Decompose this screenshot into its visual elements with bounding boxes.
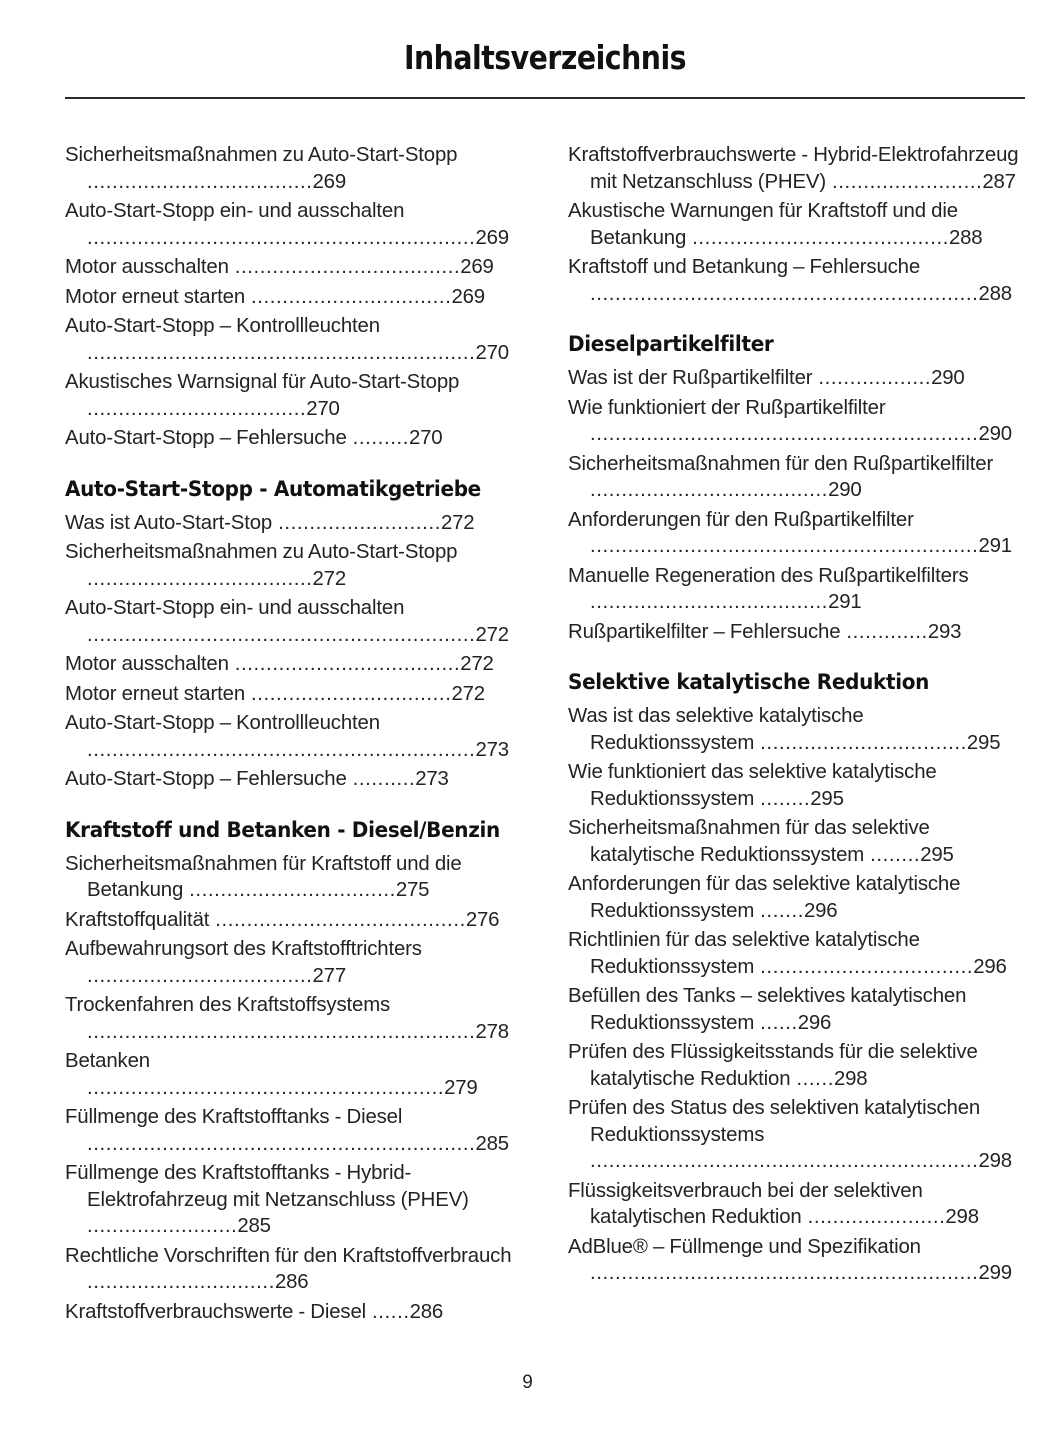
- toc-entry[interactable]: [65, 1160, 522, 1240]
- toc-entry-page-number: 276: [465, 908, 500, 931]
- toc-entry-leader: .........................................: [686, 226, 949, 249]
- toc-entry-leader: ...................................: [87, 397, 307, 420]
- toc-entry-leader: ........: [864, 843, 921, 866]
- page-title: Inhaltsverzeichnis: [403, 38, 687, 77]
- toc-entry[interactable]: [65, 1243, 522, 1296]
- toc-entry-page-number: 286: [409, 1300, 444, 1323]
- toc-entry[interactable]: [568, 142, 1025, 195]
- toc-entry-title: Trockenfahren des Kraftstoffsystems: [65, 994, 391, 1017]
- toc-entry[interactable]: [65, 284, 522, 311]
- toc-entry-title: Rußpartikelfilter – Fehlersuche: [568, 620, 841, 643]
- toc-entry-title: Motor ausschalten: [65, 653, 229, 676]
- toc-entry[interactable]: [65, 1299, 522, 1326]
- toc-entry-page-number: 296: [797, 1011, 832, 1034]
- toc-entry-page-number: 295: [810, 787, 844, 810]
- toc-entry-leader: ..............................................................: [87, 738, 476, 761]
- toc-entry-leader: ....................................: [87, 170, 313, 193]
- toc-entry[interactable]: [65, 710, 522, 763]
- toc-section-heading: Selektive katalytische Reduktion: [568, 670, 930, 696]
- toc-entry-leader: .........................................................: [87, 1076, 445, 1099]
- toc-entry-leader: ................................: [245, 682, 452, 705]
- toc-entry-page-number: 285: [237, 1215, 271, 1238]
- toc-entry-page-number: 298: [945, 1206, 979, 1229]
- toc-entry-page-number: 286: [274, 1271, 309, 1294]
- toc-entry-leader: ..............................: [87, 1271, 275, 1294]
- toc-entry-title: Kraftstoffverbrauchswerte - Diesel: [65, 1300, 367, 1323]
- toc-entry-leader: ..............................................................: [87, 1020, 476, 1043]
- toc-entry-title: Was ist Auto-Start-Stop: [65, 511, 273, 534]
- toc-entry-title: Flüssigkeitsverbrauch bei der selektiven katalytischen Reduktion: [568, 1179, 923, 1229]
- toc-entry-title: Motor ausschalten: [65, 256, 229, 279]
- toc-entry-page-number: 298: [833, 1067, 868, 1090]
- toc-entry[interactable]: [65, 936, 522, 989]
- toc-entry[interactable]: [568, 1095, 1025, 1175]
- toc-entry[interactable]: [65, 510, 522, 537]
- toc-entry-leader: ........................: [87, 1215, 238, 1238]
- toc-entry[interactable]: [568, 563, 1025, 616]
- toc-entry-title: Füllmenge des Kraftstofftanks - Diesel: [65, 1106, 403, 1129]
- toc-entry-title: Anforderungen für den Rußpartikelfilter: [568, 508, 914, 531]
- toc-entry-page-number: 298: [978, 1150, 1012, 1173]
- toc-entry-page-number: 272: [475, 623, 509, 646]
- toc-entry-page-number: 290: [828, 479, 862, 502]
- toc-entry-page-number: 269: [460, 256, 494, 279]
- toc-entry-page-number: 291: [828, 591, 862, 614]
- toc-entry[interactable]: [65, 1104, 522, 1157]
- toc-entry-page-number: 290: [931, 367, 965, 390]
- toc-entry-title: Betanken: [65, 1050, 150, 1073]
- toc-entry-page-number: 296: [804, 899, 838, 922]
- toc-entry-leader: ..............................................................: [590, 1150, 979, 1173]
- toc-entry[interactable]: [568, 198, 1025, 251]
- toc-entry-page-number: 270: [306, 397, 340, 420]
- toc-entry-page-number: 296: [973, 955, 1007, 978]
- toc-entry[interactable]: [65, 313, 522, 366]
- toc-entry-title: Prüfen des Status des selektiven katalytischen Reduktionssystems: [568, 1097, 981, 1146]
- toc-entry-title: Motor erneut starten: [65, 682, 246, 705]
- toc-entry[interactable]: [65, 595, 522, 648]
- toc-entry[interactable]: [568, 871, 1025, 924]
- toc-entry-leader: ......................................: [590, 479, 829, 502]
- toc-entry-title: Sicherheitsmaßnahmen zu Auto-Start-Stopp: [65, 144, 458, 166]
- toc-entry-leader: ........................: [826, 170, 983, 193]
- toc-entry[interactable]: [65, 1048, 522, 1101]
- toc-entry-title: Aufbewahrungsort des Kraftstofftrichters: [65, 938, 422, 961]
- toc-entry-page-number: 287: [982, 170, 1016, 193]
- toc-entry-page-number: 299: [978, 1262, 1012, 1285]
- toc-entry[interactable]: [65, 907, 522, 934]
- toc-entry[interactable]: [568, 759, 1025, 812]
- toc-entry-leader: ..................: [812, 367, 932, 390]
- toc-entry[interactable]: [568, 1234, 1025, 1287]
- toc-entry[interactable]: [568, 365, 1025, 392]
- toc-entry-page-number: 291: [978, 535, 1012, 558]
- toc-entry[interactable]: [568, 507, 1025, 560]
- toc-entry[interactable]: [568, 983, 1025, 1036]
- toc-entry-page-number: 272: [312, 567, 346, 590]
- toc-entry-page-number: 273: [475, 738, 509, 761]
- toc-entry-title: Was ist das selektive katalytische Reduktionssystem: [568, 705, 864, 754]
- toc-entry[interactable]: [65, 851, 522, 904]
- toc-entry-page-number: 290: [978, 423, 1012, 446]
- toc-section-heading: Dieselpartikelfilter: [568, 332, 774, 358]
- toc-entry-page-number: 293: [927, 620, 962, 643]
- toc-entry-leader: ..............................................................: [87, 226, 476, 249]
- toc-entry-title: Kraftstoffverbrauchswerte - Hybrid-Elektrofahrzeug mit Netzanschluss (PHEV): [568, 144, 1019, 193]
- toc-section-heading: Kraftstoff und Betanken - Diesel/Benzin: [65, 817, 500, 843]
- toc-entry-title: Akustisches Warnsignal für Auto-Start-Stopp: [65, 371, 460, 394]
- toc-entry-page-number: 288: [978, 282, 1012, 305]
- toc-entry-leader: ..............................................................: [87, 623, 476, 646]
- toc-entry-leader: .........: [346, 427, 410, 450]
- header-divider: [65, 97, 1025, 99]
- toc-entry-leader: ......................................: [590, 591, 829, 614]
- toc-entry-title: Befüllen des Tanks – selektives katalytischen Reduktionssystem: [568, 985, 967, 1034]
- toc-entry-title: Motor erneut starten: [65, 285, 246, 308]
- toc-entry[interactable]: [65, 766, 522, 793]
- toc-entry-page-number: 270: [475, 341, 509, 364]
- toc-entry-leader: ......: [790, 1067, 834, 1090]
- toc-entry-leader: ........................................: [209, 908, 466, 931]
- folio-number: 9: [522, 1372, 533, 1393]
- toc-entry-page-number: 270: [409, 427, 443, 450]
- toc-entry-page-number: 272: [460, 653, 494, 676]
- toc-entry[interactable]: [568, 1178, 1025, 1231]
- toc-entry-leader: ....................................: [228, 256, 461, 279]
- toc-columns: [65, 142, 1025, 1328]
- toc-entry-title: Sicherheitsmaßnahmen für Kraftstoff und die Betankung: [65, 852, 462, 902]
- toc-entry-leader: ..............................................................: [590, 423, 979, 446]
- toc-entry-title: Manuelle Regeneration des Rußpartikelfilters: [568, 564, 969, 587]
- toc-entry-title: Sicherheitsmaßnahmen zu Auto-Start-Stopp: [65, 541, 458, 564]
- toc-entry-title: Prüfen des Flüssigkeitsstands für die selektive katalytische Reduktion: [568, 1041, 978, 1090]
- page-footer: [0, 1372, 1055, 1394]
- toc-entry-leader: ..............................................................: [590, 1262, 979, 1285]
- toc-entry-leader: ....................................: [228, 653, 461, 676]
- toc-entry-page-number: 269: [451, 285, 485, 308]
- toc-entry-leader: ..............................................................: [87, 341, 476, 364]
- toc-entry-title: Was ist der Rußpartikelfilter: [568, 367, 813, 390]
- toc-entry-leader: ......: [754, 1011, 798, 1034]
- toc-entry[interactable]: [65, 254, 522, 281]
- toc-entry[interactable]: [568, 254, 1025, 307]
- toc-entry[interactable]: [65, 681, 522, 708]
- toc-entry-leader: ........: [754, 787, 811, 810]
- toc-entry[interactable]: [65, 425, 522, 452]
- toc-entry[interactable]: [65, 992, 522, 1045]
- right-column: [568, 142, 1025, 1290]
- toc-entry[interactable]: [65, 369, 522, 422]
- toc-entry-page-number: 295: [966, 731, 1001, 754]
- toc-entry[interactable]: [568, 927, 1025, 980]
- toc-entry-leader: ......: [366, 1300, 410, 1323]
- toc-entry-title: Anforderungen für das selektive katalytische Reduktionssystem: [568, 873, 961, 922]
- toc-entry-page-number: 269: [312, 170, 346, 193]
- toc-entry-leader: ....................................: [87, 964, 313, 987]
- toc-entry-page-number: 278: [475, 1020, 509, 1043]
- toc-entry-page-number: 288: [949, 226, 983, 249]
- toc-entry-leader: .............: [840, 620, 928, 643]
- toc-entry-leader: ................................: [245, 285, 452, 308]
- toc-entry-title: Kraftstoffqualität: [65, 908, 210, 931]
- toc-entry-leader: ....................................: [87, 567, 313, 590]
- toc-entry-title: Sicherheitsmaßnahmen für das selektive katalytische Reduktionssystem: [568, 817, 930, 866]
- left-column: [65, 142, 522, 1328]
- toc-entry-leader: ..................................: [754, 955, 974, 978]
- toc-entry-page-number: 272: [451, 682, 485, 705]
- toc-entry-leader: ..............................................................: [590, 535, 979, 558]
- toc-entry[interactable]: [65, 651, 522, 678]
- toc-entry-leader: ..............................................................: [590, 282, 979, 305]
- toc-entry[interactable]: [568, 703, 1025, 756]
- toc-entry-leader: .......: [754, 899, 805, 922]
- toc-entry-page-number: 277: [312, 964, 346, 987]
- page-header: [65, 40, 1025, 76]
- toc-entry-title: Auto-Start-Stopp ein- und ausschalten: [65, 597, 405, 620]
- toc-entry-title: Füllmenge des Kraftstofftanks - Hybrid-Elektrofahrzeug mit Netzanschluss (PHEV): [65, 1162, 469, 1211]
- toc-entry[interactable]: [65, 539, 522, 592]
- toc-entry-page-number: 279: [444, 1076, 478, 1099]
- toc-entry-page-number: 269: [475, 226, 509, 249]
- toc-entry-title: Rechtliche Vorschriften für den Kraftstoffverbrauch: [65, 1244, 512, 1267]
- toc-entry[interactable]: [568, 815, 1025, 868]
- toc-entry-title: Auto-Start-Stopp ein- und ausschalten: [65, 200, 405, 223]
- toc-entry-title: Richtlinien für das selektive katalytische Reduktionssystem: [568, 929, 920, 978]
- toc-entry-title: Auto-Start-Stopp – Kontrollleuchten: [65, 315, 380, 338]
- toc-entry-page-number: 295: [920, 843, 954, 866]
- toc-entry-title: Akustische Warnungen für Kraftstoff und die Betankung: [568, 200, 958, 249]
- toc-entry[interactable]: [65, 198, 522, 251]
- toc-entry-title: Wie funktioniert der Rußpartikelfilter: [568, 396, 886, 419]
- toc-entry-leader: .................................: [183, 879, 396, 902]
- toc-entry-title: AdBlue® – Füllmenge und Spezifikation: [568, 1235, 921, 1258]
- toc-entry[interactable]: [65, 142, 522, 195]
- toc-entry-leader: .................................: [754, 731, 967, 754]
- toc-entry-page-number: 273: [415, 768, 449, 791]
- toc-entry[interactable]: [568, 1039, 1025, 1092]
- toc-entry-leader: ..............................................................: [87, 1132, 476, 1155]
- toc-entry-title: Sicherheitsmaßnahmen für den Rußpartikelfilter: [568, 452, 994, 475]
- toc-entry[interactable]: [568, 619, 1025, 646]
- toc-entry-title: Auto-Start-Stopp – Kontrollleuchten: [65, 712, 380, 735]
- toc-entry-title: Auto-Start-Stopp – Fehlersuche: [65, 768, 347, 791]
- toc-entry-page-number: 285: [475, 1132, 509, 1155]
- toc-entry-leader: ......................: [801, 1206, 946, 1229]
- toc-entry-leader: ..........: [346, 768, 416, 791]
- toc-entry-leader: ..........................: [272, 511, 441, 534]
- toc-entry-page-number: 275: [395, 879, 430, 902]
- toc-section-heading: Auto-Start-Stopp - Automatikgetriebe: [65, 476, 481, 502]
- toc-entry-title: Auto-Start-Stopp – Fehlersuche: [65, 427, 347, 450]
- toc-entry[interactable]: [568, 395, 1025, 448]
- toc-entry-page-number: 272: [440, 511, 475, 534]
- toc-entry[interactable]: [568, 451, 1025, 504]
- toc-entry-title: Kraftstoff und Betankung – Fehlersuche: [568, 256, 921, 279]
- toc-entry-title: Wie funktioniert das selektive katalytische Reduktionssystem: [568, 761, 937, 810]
